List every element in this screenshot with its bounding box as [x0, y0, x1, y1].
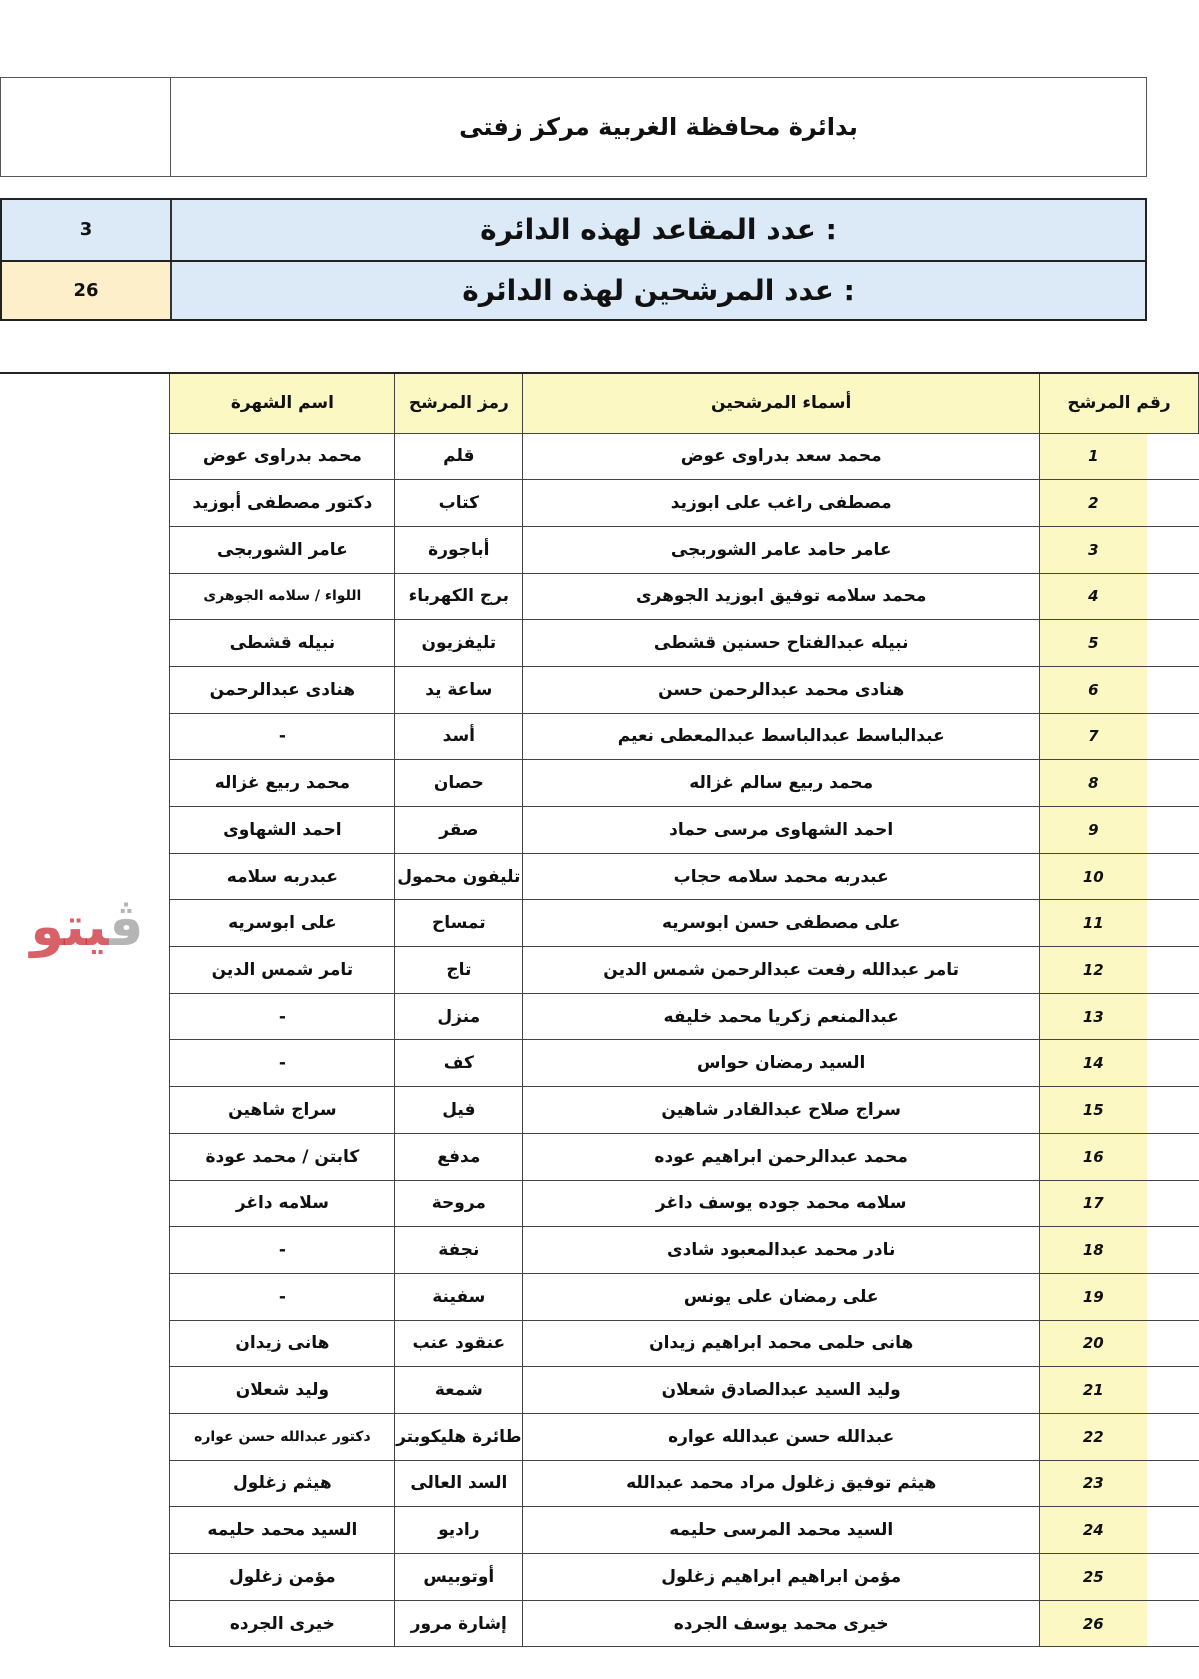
candidate-nickname: عامر الشوربجى	[170, 526, 395, 573]
header-number: رقم المرشح	[1040, 373, 1199, 433]
header-names: أسماء المرشحين	[523, 373, 1040, 433]
table-row	[0, 900, 1199, 947]
district-title: بدائرة محافظة الغربية مركز زفتى	[459, 113, 858, 141]
candidate-nickname: -	[170, 1040, 395, 1087]
candidate-number: 8	[1040, 760, 1199, 807]
table-row	[0, 433, 1199, 480]
candidate-name: عامر حامد عامر الشوربجى	[523, 526, 1040, 573]
candidate-number: 10	[1040, 853, 1199, 900]
table-row	[0, 1460, 1199, 1507]
candidates-table	[0, 372, 1199, 1647]
candidate-symbol: تمساح	[395, 900, 523, 947]
candidate-symbol: إشارة مرور	[395, 1600, 523, 1647]
candidate-nickname: تامر شمس الدين	[170, 947, 395, 994]
candidate-nickname: هيثم زغلول	[170, 1460, 395, 1507]
candidate-symbol: فيل	[395, 1087, 523, 1134]
candidate-number: 4	[1040, 573, 1199, 620]
row-spacer	[0, 1413, 170, 1460]
table-row	[0, 1554, 1199, 1601]
candidate-name: عبدالمنعم زكريا محمد خليفه	[523, 993, 1040, 1040]
candidate-symbol: أوتوبيس	[395, 1554, 523, 1601]
candidate-number: 21	[1040, 1367, 1199, 1414]
candidates-count-label: عدد المرشحين لهذه الدائرة :	[172, 262, 1145, 320]
row-spacer	[0, 760, 170, 807]
candidate-name: نادر محمد عبدالمعبود شادى	[523, 1227, 1040, 1274]
district-title-box	[0, 77, 1147, 177]
row-spacer	[0, 480, 170, 527]
table-row	[0, 620, 1199, 667]
candidate-symbol: طائرة هليكوبتر	[395, 1413, 523, 1460]
candidate-symbol: عنقود عنب	[395, 1320, 523, 1367]
row-spacer	[0, 573, 170, 620]
candidate-name: سلامه محمد جوده يوسف داغر	[523, 1180, 1040, 1227]
candidate-symbol: كف	[395, 1040, 523, 1087]
candidate-nickname: دكتور عبدالله حسن عواره	[170, 1413, 395, 1460]
candidate-number: 5	[1040, 620, 1199, 667]
table-row	[0, 807, 1199, 854]
header-spacer	[0, 373, 170, 433]
row-spacer	[0, 1273, 170, 1320]
seats-label: عدد المقاعد لهذه الدائرة :	[172, 200, 1145, 260]
candidate-symbol: منزل	[395, 993, 523, 1040]
candidates-count-value: 26	[2, 262, 172, 320]
table-row	[0, 480, 1199, 527]
row-spacer	[0, 1600, 170, 1647]
candidate-name: محمد سلامه توفيق ابوزيد الجوهرى	[523, 573, 1040, 620]
seats-value: 3	[2, 200, 172, 260]
candidate-symbol: أباجورة	[395, 526, 523, 573]
row-spacer	[0, 1087, 170, 1134]
candidate-nickname: على ابوسريه	[170, 900, 395, 947]
candidate-name: عبدالباسط عبدالباسط عبدالمعطى نعيم	[523, 713, 1040, 760]
candidate-nickname: -	[170, 1273, 395, 1320]
table-row	[0, 1273, 1199, 1320]
candidate-number: 2	[1040, 480, 1199, 527]
candidate-nickname: مؤمن زغلول	[170, 1554, 395, 1601]
candidate-symbol: تاج	[395, 947, 523, 994]
table-row	[0, 1413, 1199, 1460]
candidate-symbol: قلم	[395, 433, 523, 480]
candidate-nickname: سلامه داغر	[170, 1180, 395, 1227]
candidate-name: محمد ربيع سالم غزاله	[523, 760, 1040, 807]
candidate-nickname: محمد ربيع غزاله	[170, 760, 395, 807]
table-row	[0, 666, 1199, 713]
candidate-name: مصطفى راغب على ابوزيد	[523, 480, 1040, 527]
row-spacer	[0, 666, 170, 713]
row-spacer	[0, 620, 170, 667]
candidate-nickname: نبيله قشطى	[170, 620, 395, 667]
row-spacer	[0, 1133, 170, 1180]
candidate-name: مؤمن ابراهيم ابراهيم زغلول	[523, 1554, 1040, 1601]
row-spacer	[0, 1367, 170, 1414]
candidate-nickname: احمد الشهاوى	[170, 807, 395, 854]
candidate-symbol: شمعة	[395, 1367, 523, 1414]
candidate-nickname: سراج شاهين	[170, 1087, 395, 1134]
candidate-number: 12	[1040, 947, 1199, 994]
row-spacer	[0, 526, 170, 573]
header-symbol: رمز المرشح	[395, 373, 523, 433]
candidates-count-row	[2, 260, 1145, 320]
candidate-name: هيثم توفيق زغلول مراد محمد عبدالله	[523, 1460, 1040, 1507]
table-row	[0, 947, 1199, 994]
candidate-nickname: عبدربه سلامه	[170, 853, 395, 900]
table-row	[0, 1600, 1199, 1647]
candidate-nickname: -	[170, 1227, 395, 1274]
table-row	[0, 1180, 1199, 1227]
candidate-name: السيد رمضان حواس	[523, 1040, 1040, 1087]
row-spacer	[0, 1180, 170, 1227]
candidate-number: 17	[1040, 1180, 1199, 1227]
table-row	[0, 526, 1199, 573]
row-spacer	[0, 1040, 170, 1087]
candidate-number: 16	[1040, 1133, 1199, 1180]
table-row	[0, 1320, 1199, 1367]
table-row	[0, 993, 1199, 1040]
header-nickname: اسم الشهرة	[170, 373, 395, 433]
candidate-name: على رمضان على يونس	[523, 1273, 1040, 1320]
candidate-name: وليد السيد عبدالصادق شعلان	[523, 1367, 1040, 1414]
table-row	[0, 1227, 1199, 1274]
candidate-number: 6	[1040, 666, 1199, 713]
candidate-name: على مصطفى حسن ابوسريه	[523, 900, 1040, 947]
candidate-number: 22	[1040, 1413, 1199, 1460]
watermark-logo: ڤيتو	[30, 895, 144, 958]
candidate-symbol: أسد	[395, 713, 523, 760]
table-header-row	[0, 373, 1199, 433]
candidate-symbol: كتاب	[395, 480, 523, 527]
candidate-name: عبدالله حسن عبدالله عواره	[523, 1413, 1040, 1460]
table-row	[0, 713, 1199, 760]
candidate-nickname: اللواء / سلامه الجوهرى	[170, 573, 395, 620]
row-spacer	[0, 853, 170, 900]
candidate-nickname: كابتن / محمد عودة	[170, 1133, 395, 1180]
row-spacer	[0, 993, 170, 1040]
candidate-number: 7	[1040, 713, 1199, 760]
candidate-nickname: محمد بدراوى عوض	[170, 433, 395, 480]
candidate-symbol: مدفع	[395, 1133, 523, 1180]
candidate-symbol: سفينة	[395, 1273, 523, 1320]
candidate-number: 11	[1040, 900, 1199, 947]
candidate-name: احمد الشهاوى مرسى حماد	[523, 807, 1040, 854]
candidate-nickname: دكتور مصطفى أبوزيد	[170, 480, 395, 527]
candidate-number: 9	[1040, 807, 1199, 854]
candidate-number: 26	[1040, 1600, 1199, 1647]
candidate-number: 3	[1040, 526, 1199, 573]
candidate-symbol: السد العالى	[395, 1460, 523, 1507]
candidate-symbol: صقر	[395, 807, 523, 854]
candidate-number: 19	[1040, 1273, 1199, 1320]
candidate-nickname: -	[170, 993, 395, 1040]
candidate-nickname: وليد شعلان	[170, 1367, 395, 1414]
candidate-number: 1	[1040, 433, 1199, 480]
table-row	[0, 1507, 1199, 1554]
candidate-name: تامر عبدالله رفعت عبدالرحمن شمس الدين	[523, 947, 1040, 994]
candidate-name: هانى حلمى محمد ابراهيم زيدان	[523, 1320, 1040, 1367]
candidate-nickname: هانى زيدان	[170, 1320, 395, 1367]
candidate-number: 24	[1040, 1507, 1199, 1554]
table-row	[0, 853, 1199, 900]
candidate-name: السيد محمد المرسى حليمه	[523, 1507, 1040, 1554]
candidate-number: 20	[1040, 1320, 1199, 1367]
candidate-name: سراج صلاح عبدالقادر شاهين	[523, 1087, 1040, 1134]
row-spacer	[0, 807, 170, 854]
candidate-number: 18	[1040, 1227, 1199, 1274]
row-spacer	[0, 1227, 170, 1274]
candidate-symbol: حصان	[395, 760, 523, 807]
candidate-number: 14	[1040, 1040, 1199, 1087]
candidate-name: محمد عبدالرحمن ابراهيم عوده	[523, 1133, 1040, 1180]
row-spacer	[0, 1507, 170, 1554]
row-spacer	[0, 1460, 170, 1507]
table-row	[0, 760, 1199, 807]
candidate-nickname: -	[170, 713, 395, 760]
candidate-number: 13	[1040, 993, 1199, 1040]
row-spacer	[0, 713, 170, 760]
table-row	[0, 573, 1199, 620]
candidate-symbol: برج الكهرباء	[395, 573, 523, 620]
table-row	[0, 1040, 1199, 1087]
table-row	[0, 1087, 1199, 1134]
table-row	[0, 1367, 1199, 1414]
candidate-symbol: تليفزيون	[395, 620, 523, 667]
district-stats	[0, 198, 1147, 321]
row-spacer	[0, 1554, 170, 1601]
table-row	[0, 1133, 1199, 1180]
candidate-name: عبدربه محمد سلامه حجاب	[523, 853, 1040, 900]
candidate-name: هنادى محمد عبدالرحمن حسن	[523, 666, 1040, 713]
candidate-nickname: هنادى عبدالرحمن	[170, 666, 395, 713]
seats-row	[2, 200, 1145, 260]
candidate-name: نبيله عبدالفتاح حسنين قشطى	[523, 620, 1040, 667]
candidate-name: خيرى محمد يوسف الجرده	[523, 1600, 1040, 1647]
candidate-symbol: ساعة يد	[395, 666, 523, 713]
candidate-nickname: خيرى الجرده	[170, 1600, 395, 1647]
title-empty-cell	[1, 78, 171, 176]
candidate-nickname: السيد محمد حليمه	[170, 1507, 395, 1554]
candidate-symbol: مروحة	[395, 1180, 523, 1227]
candidate-symbol: تليفون محمول	[395, 853, 523, 900]
candidate-symbol: نجفة	[395, 1227, 523, 1274]
candidate-name: محمد سعد بدراوى عوض	[523, 433, 1040, 480]
candidate-number: 23	[1040, 1460, 1199, 1507]
candidate-symbol: راديو	[395, 1507, 523, 1554]
candidate-number: 25	[1040, 1554, 1199, 1601]
row-spacer	[0, 433, 170, 480]
candidate-number: 15	[1040, 1087, 1199, 1134]
row-spacer	[0, 1320, 170, 1367]
